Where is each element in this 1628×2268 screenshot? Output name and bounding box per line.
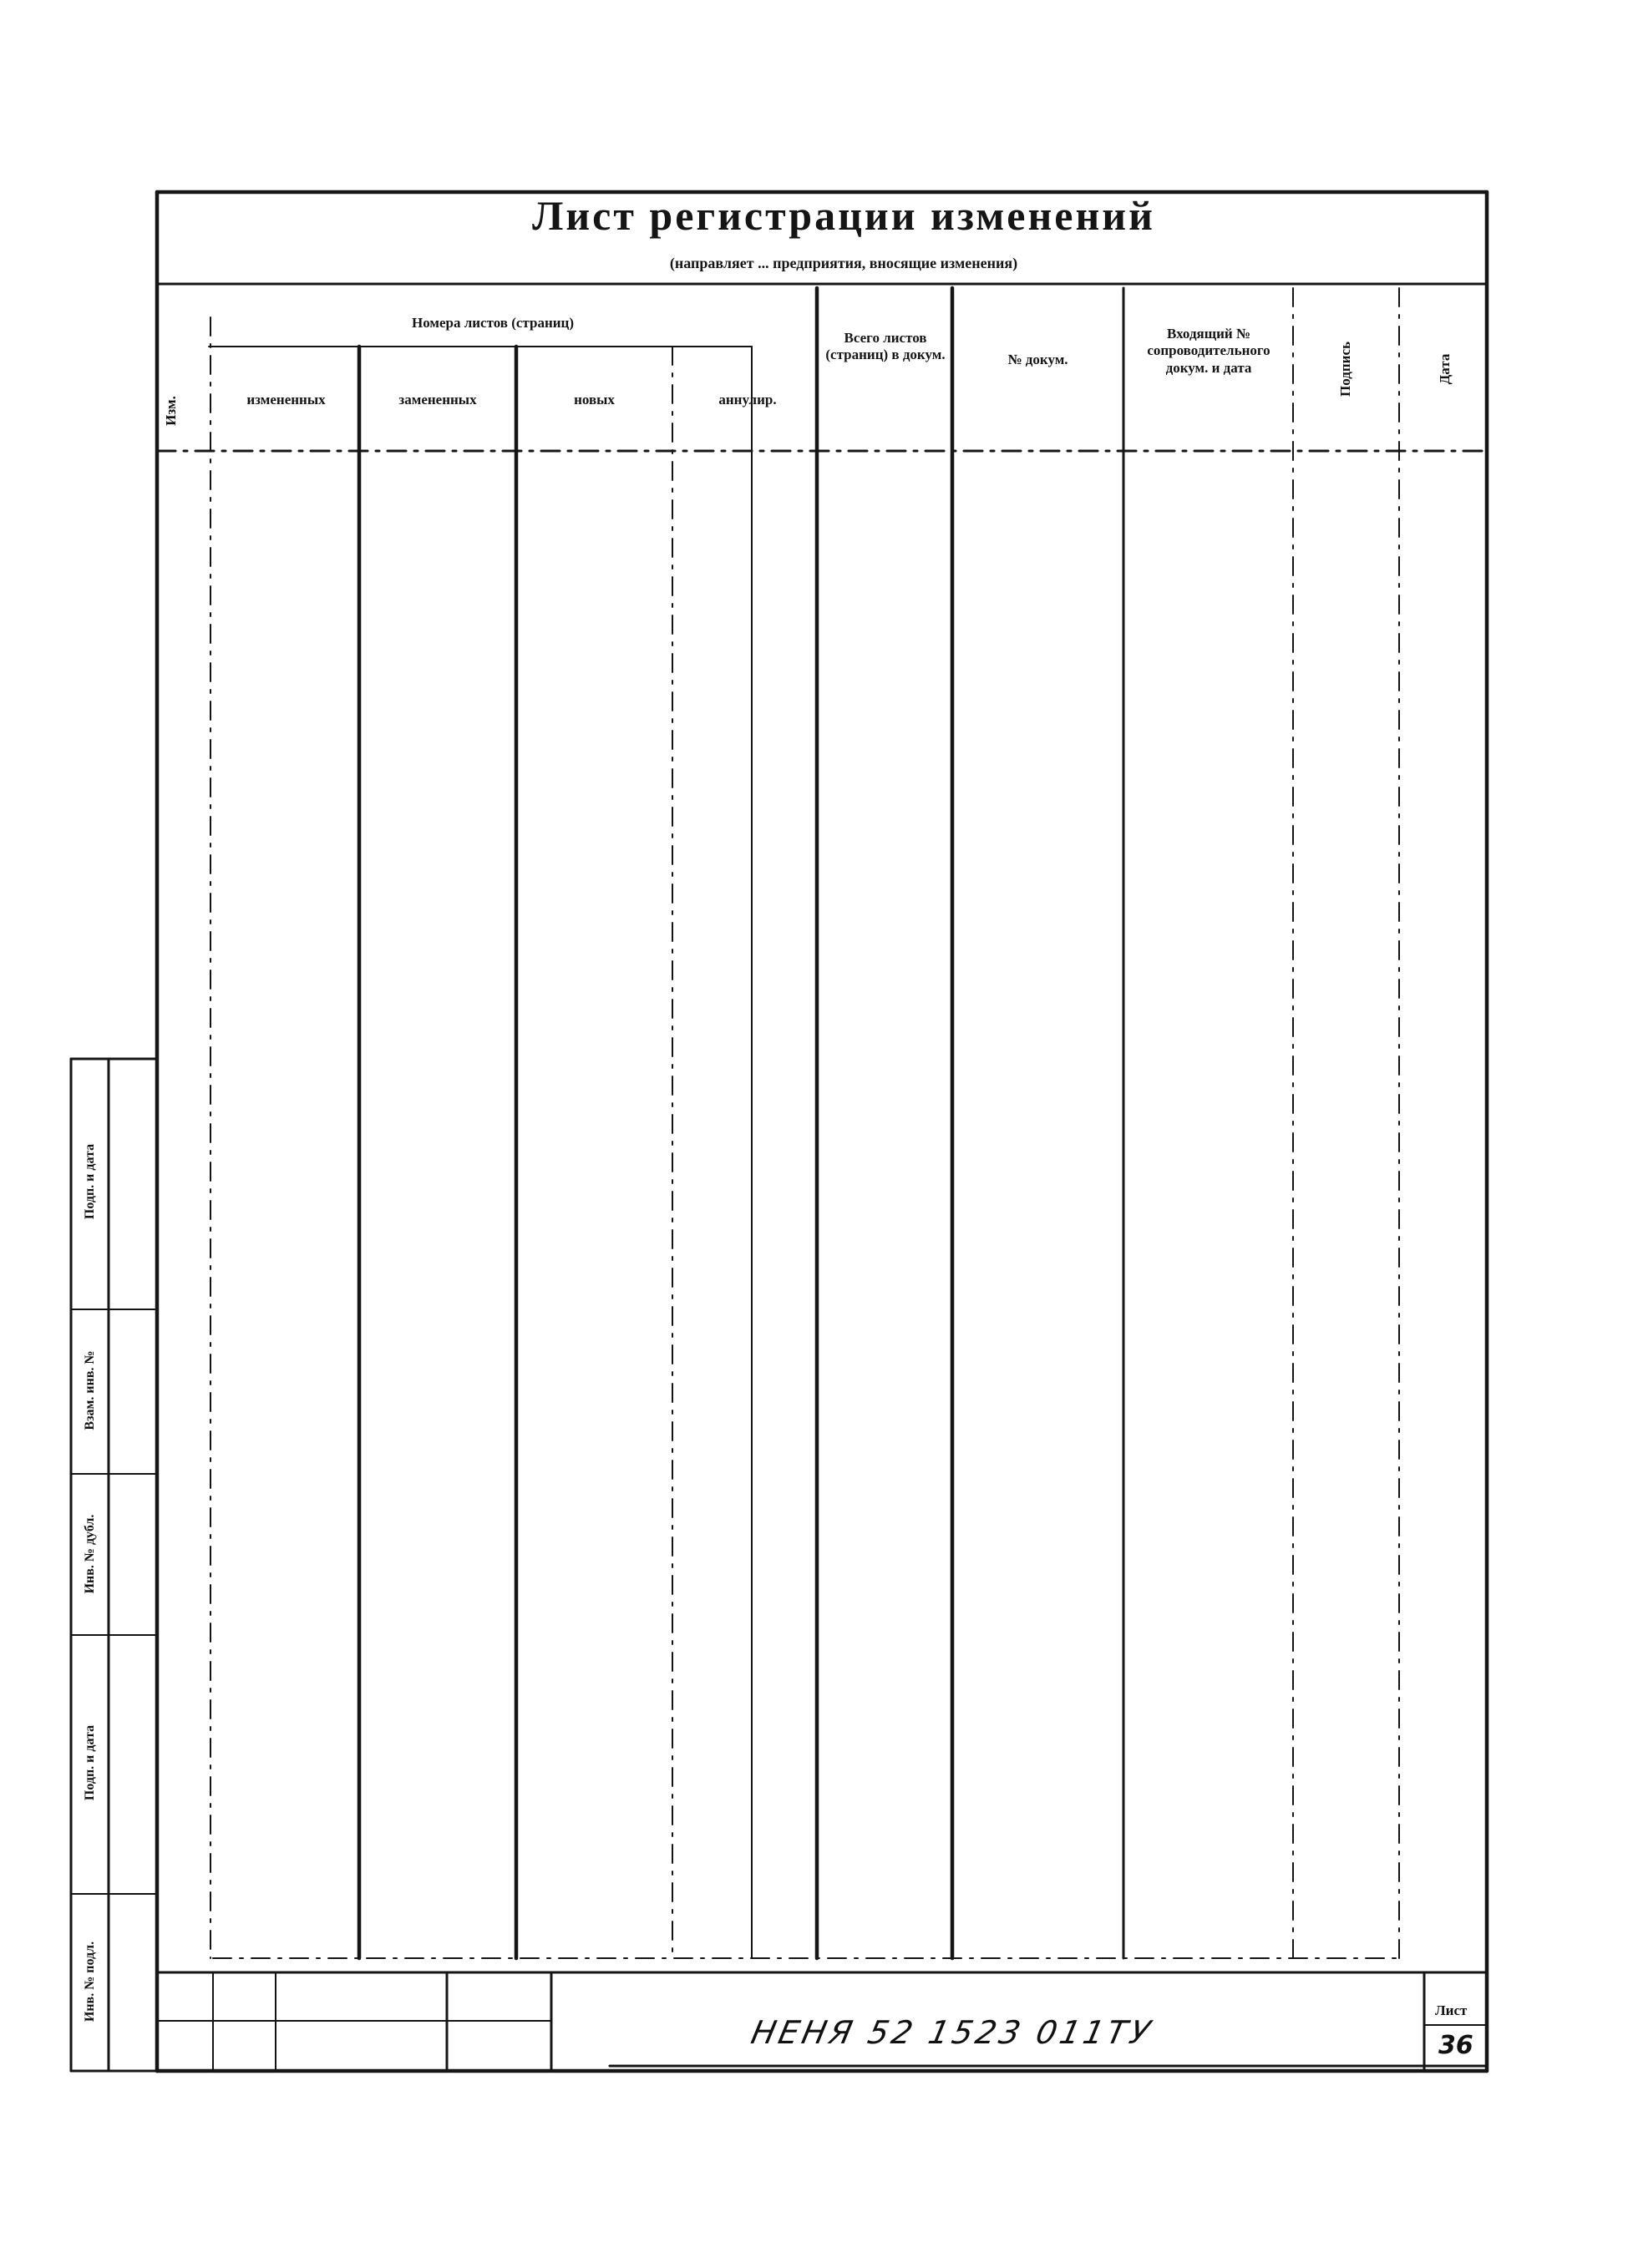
side-stamp-cell-3: Инв. № дубл. [83,1514,97,1594]
col-header-vhodyashchiy: Входящий № сопроводительного докум. и дата [1147,326,1270,376]
side-stamp-cell-5: Инв. № подл. [83,1941,97,2022]
group-header: Номера листов (страниц) [411,315,574,331]
col-header-vsego: Всего листов (страниц) в докум. [825,330,946,363]
col-header-nomer-dokum: № докум. [1007,352,1068,367]
side-stamp-cell-4: Подп. и дата [83,1724,97,1801]
side-stamp-cell-2: Взам. инв. № [83,1350,97,1430]
col-header-izm: Изм. [163,396,179,426]
col-header-zamenennyh: замененных [398,392,477,408]
sheet-number: 36 [1438,2031,1473,2060]
page-subtitle: (направляет ... предприятия, вносящие изменения) [669,255,1018,271]
sheet-label: Лист [1435,2002,1468,2018]
col-header-novyh: новых [574,392,615,408]
col-header-podpis: Подпись [1337,342,1353,397]
document-code: НЕНЯ 52 1523 011ТУ [748,2014,1157,2051]
col-header-izmenennyh: измененных [246,392,326,408]
col-header-annul: аннулир. [718,392,777,408]
side-stamp-cell-1: Подп. и дата [83,1143,97,1220]
col-header-data: Дата [1437,353,1453,385]
page-title: Лист регистрации изменений [532,192,1155,239]
